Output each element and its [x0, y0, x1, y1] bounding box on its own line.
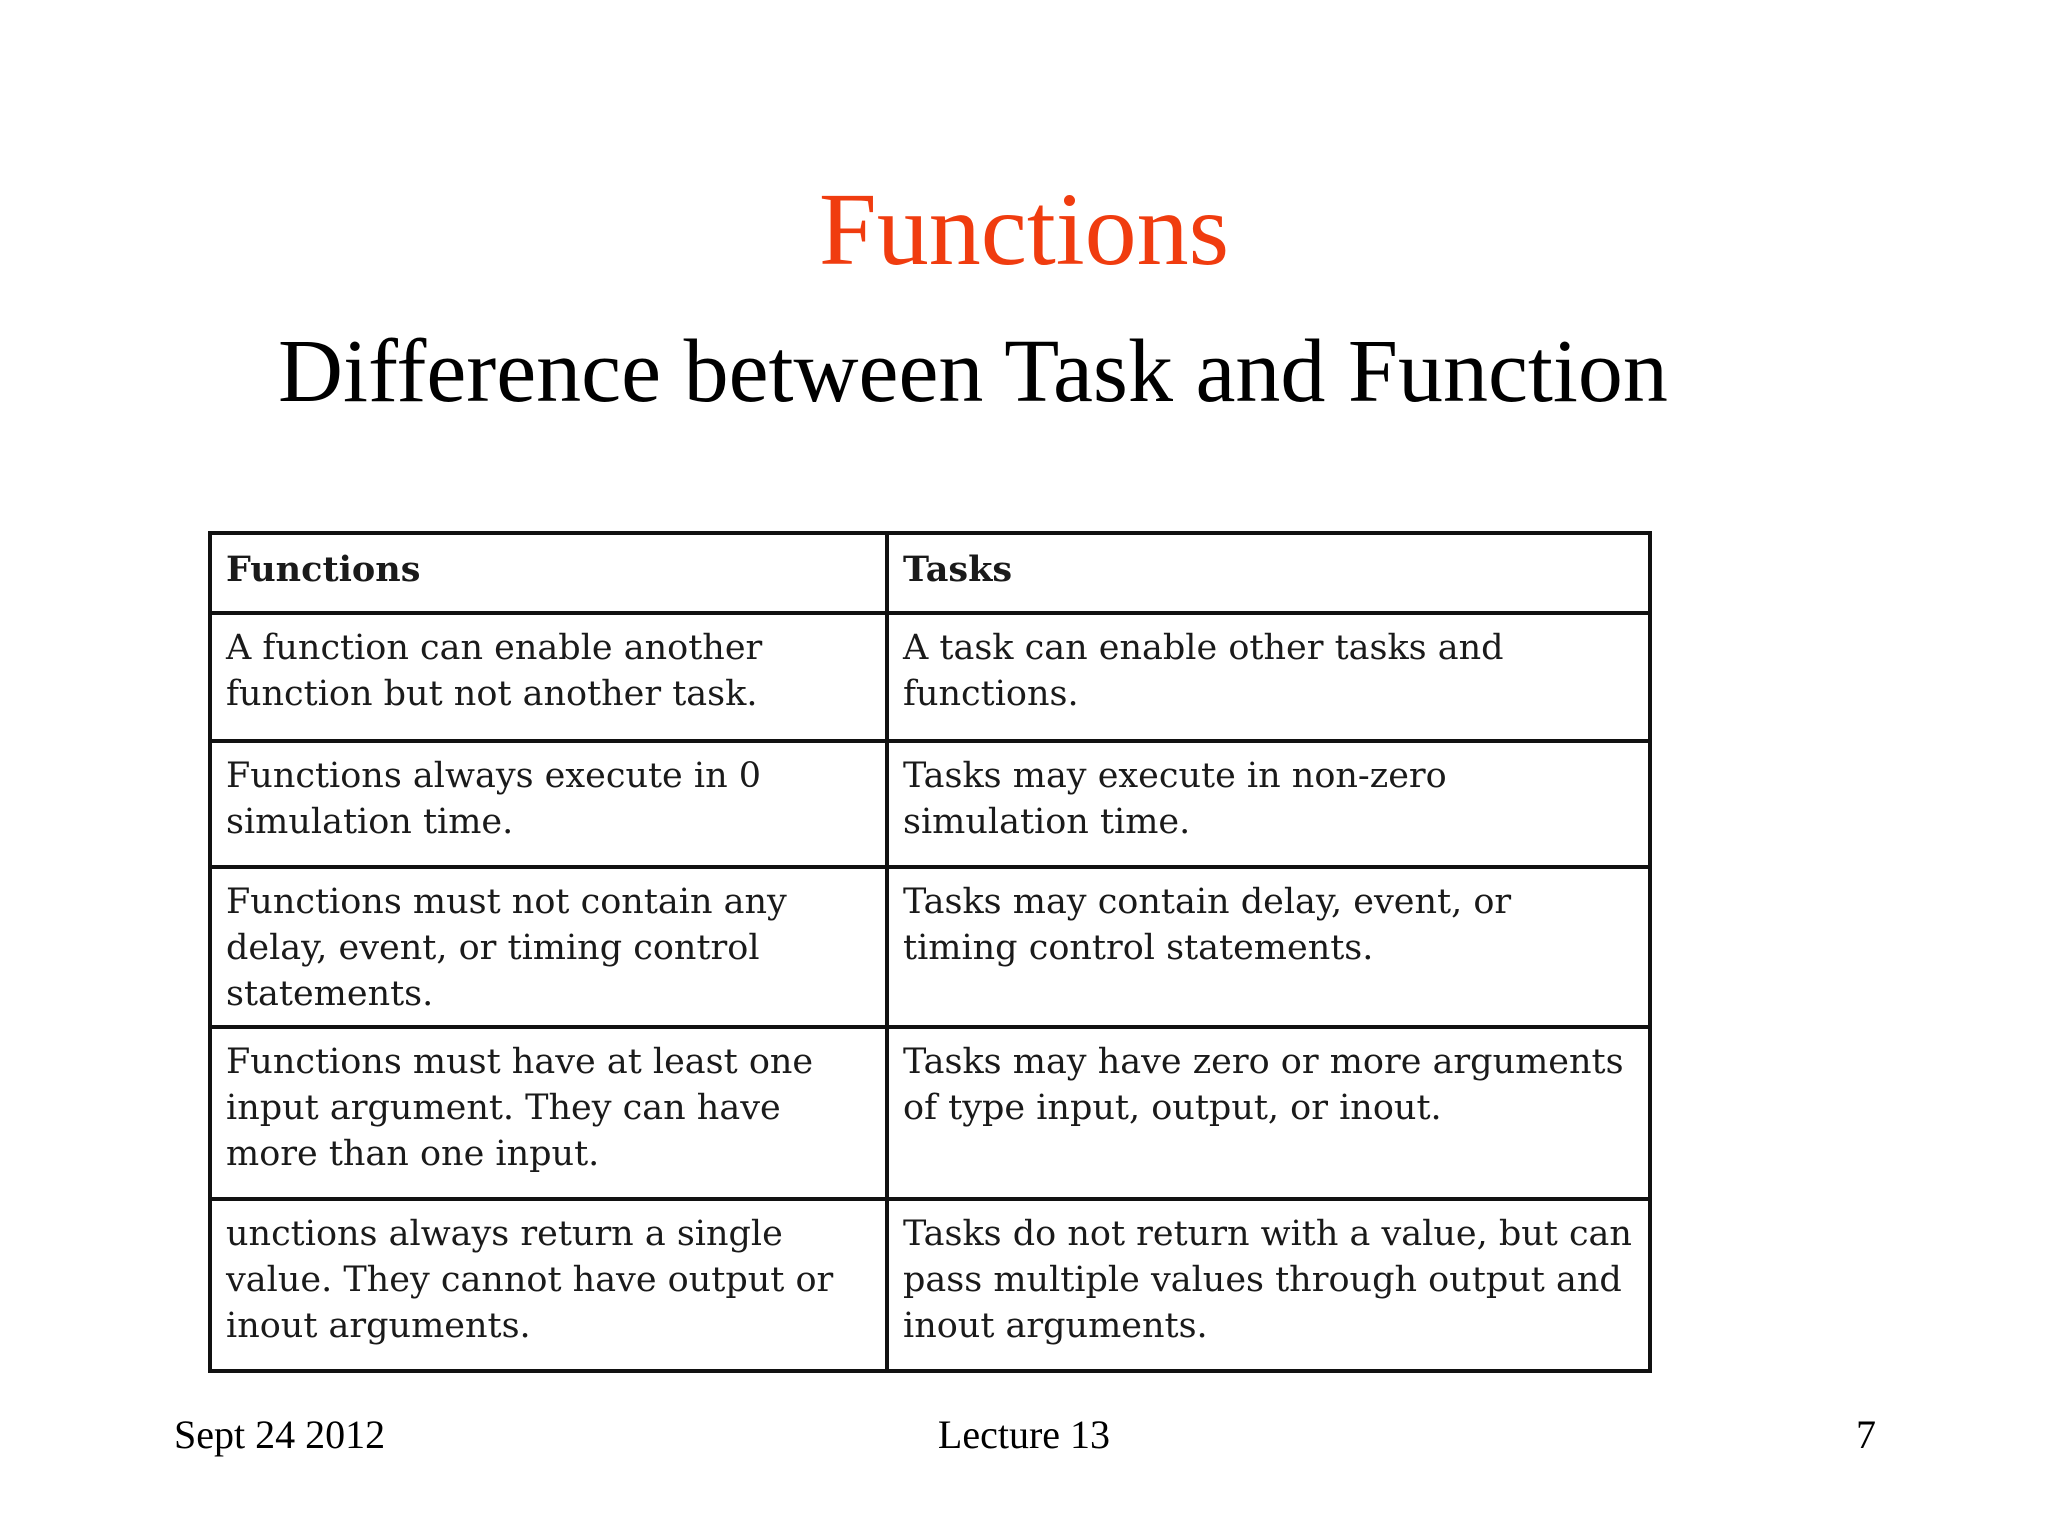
table-row [210, 1027, 1650, 1199]
table-row [210, 1199, 1650, 1371]
task-cell: Tasks may contain delay, event, or timing control statements. [887, 867, 1650, 1027]
slide-title: Functions [818, 172, 1230, 287]
task-cell: Tasks may have zero or more arguments of type input, output, or inout. [887, 1027, 1650, 1199]
function-cell: unctions always return a single value. They cannot have output or inout arguments. [210, 1199, 887, 1371]
slide-subtitle: Difference between Task and Function [278, 322, 1668, 421]
function-cell: Functions must not contain any delay, event, or timing control statements. [210, 867, 887, 1027]
task-cell: Tasks do not return with a value, but can pass multiple values through output and inout arguments. [887, 1199, 1650, 1371]
comparison-table [208, 531, 1652, 1373]
task-cell: Tasks may execute in non-zero simulation time. [887, 741, 1650, 867]
footer-lecture: Lecture 13 [937, 1412, 1111, 1457]
function-cell: Functions must have at least one input argument. They can have more than one input. [210, 1027, 887, 1199]
table-row [210, 613, 1650, 741]
function-cell: Functions always execute in 0 simulation time. [210, 741, 887, 867]
footer-date: Sept 24 2012 [174, 1412, 386, 1457]
table-header-row [210, 533, 1650, 613]
function-cell: A function can enable another function but not another task. [210, 613, 887, 741]
header-functions: Functions [210, 533, 887, 613]
page-number: 7 [1856, 1412, 1876, 1457]
table-row [210, 741, 1650, 867]
table-row [210, 867, 1650, 1027]
header-tasks: Tasks [887, 533, 1650, 613]
task-cell: A task can enable other tasks and functions. [887, 613, 1650, 741]
